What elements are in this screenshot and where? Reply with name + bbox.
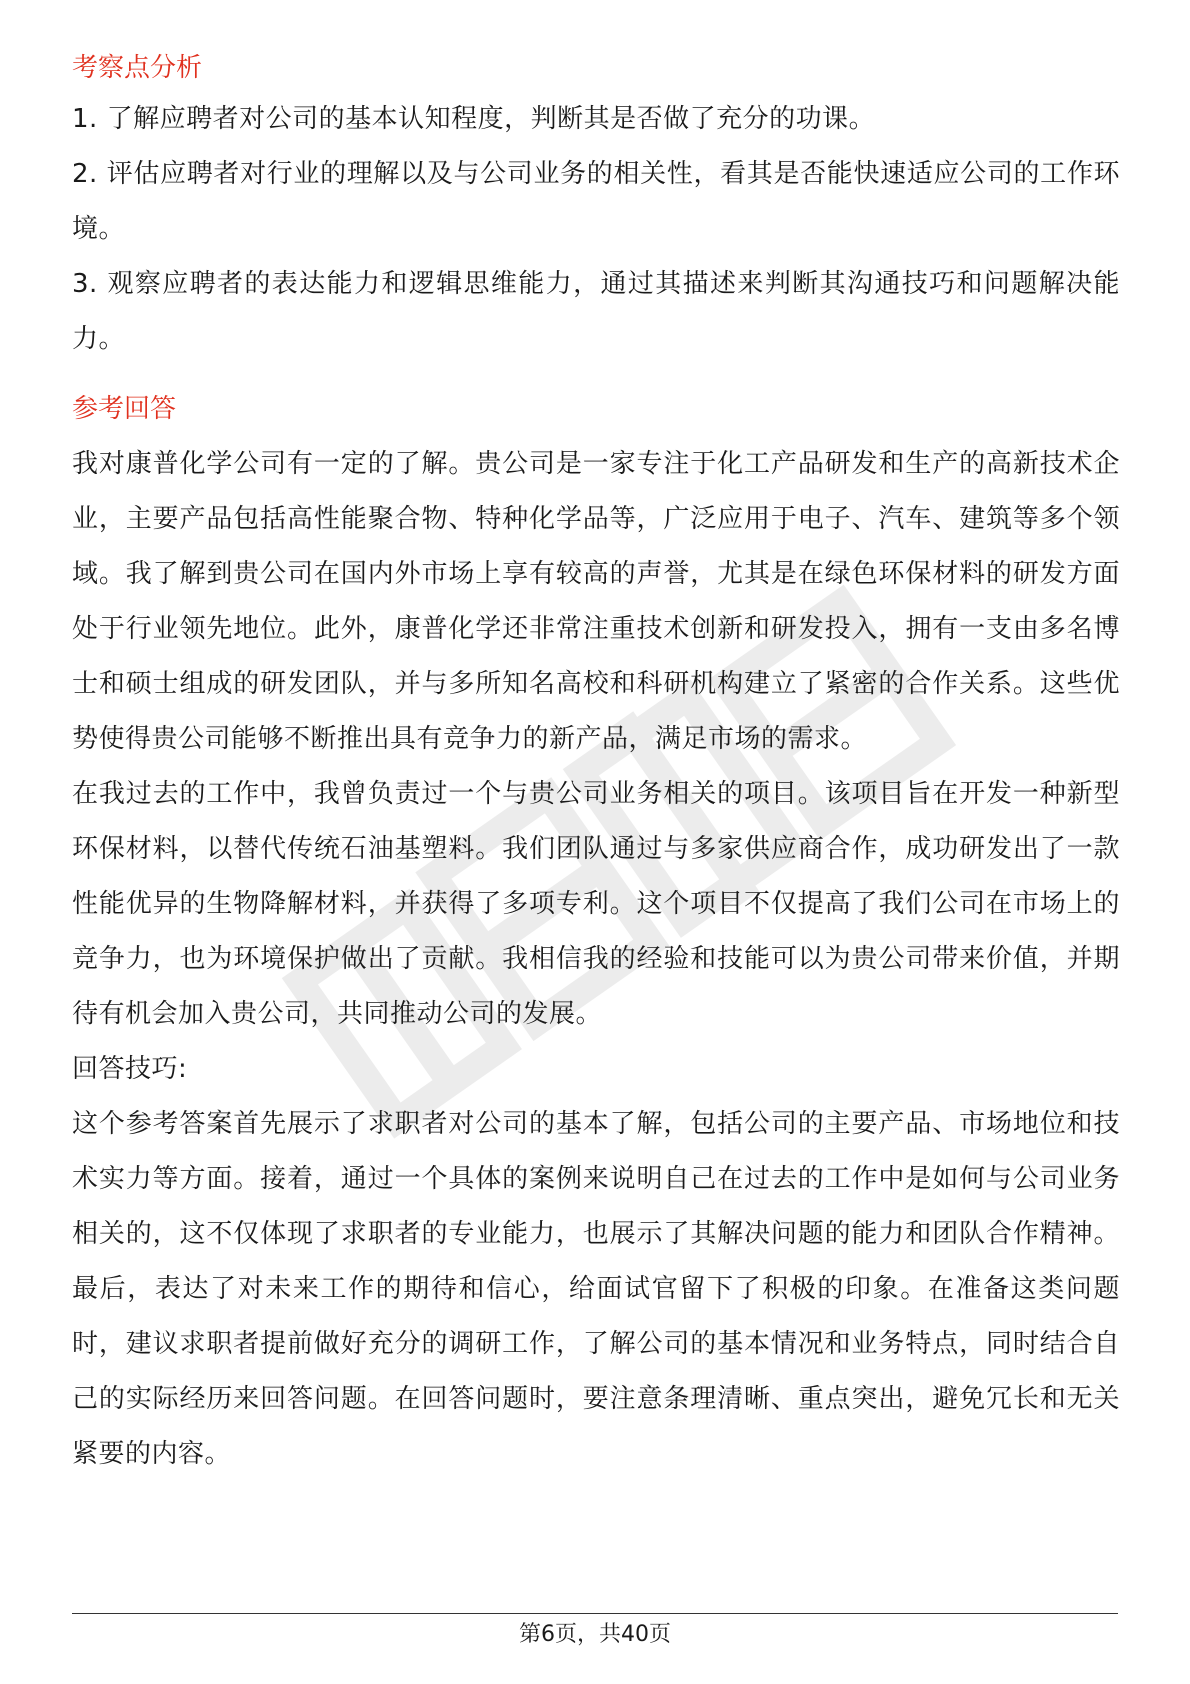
footer-divider <box>72 1613 1118 1614</box>
answer-paragraph: 我对康普化学公司有一定的了解。贵公司是一家专注于化工产品研发和生产的高新技术企业，主要产品包括高性能聚合物、特种化学品等，广泛应用于电子、汽车、建筑等多个领域。我了解到贵公司在国内外市场上享有较高的声誉，尤其是在绿色环保材料的研发方面处于行业领先地位。此外，康普化学还非常注重技术创新和研发投入，拥有一支由多名博士和硕士组成的研发团队，并与多所知名高校和科研机构建立了紧密的合作关系。这些优势使得贵公司能够不断推出具有竞争力的新产品，满足市场的需求。 <box>72 449 1120 754</box>
tips-heading: 回答技巧: <box>72 1054 188 1084</box>
section-title-reference-answer: 参考回答 <box>72 394 177 424</box>
section-title-analysis: 考察点分析 <box>72 53 203 83</box>
analysis-item: 2. 评估应聘者对行业的理解以及与公司业务的相关性，看其是否能快速适应公司的工作环境。 <box>72 159 1120 244</box>
analysis-item: 3. 观察应聘者的表达能力和逻辑思维能力，通过其描述来判断其沟通技巧和问题解决能力。 <box>72 269 1120 354</box>
analysis-item: 1. 了解应聘者对公司的基本认知程度，判断其是否做了充分的功课。 <box>72 104 876 134</box>
document-body <box>72 48 1120 1482</box>
tips-paragraph: 这个参考答案首先展示了求职者对公司的基本了解，包括公司的主要产品、市场地位和技术实力等方面。接着，通过一个具体的案例来说明自己在过去的工作中是如何与公司业务相关的，这不仅体现了求职者的专业能力，也展示了其解决问题的能力和团队合作精神。最后，表达了对未来工作的期待和信心，给面试官留下了积极的印象。在准备这类问题时，建议求职者提前做好充分的调研工作，了解公司的基本情况和业务特点，同时结合自己的实际经历来回答问题。在回答问题时，要注意条理清晰、重点突出，避免冗长和无关紧要的内容。 <box>72 1109 1120 1469</box>
answer-paragraph: 在我过去的工作中，我曾负责过一个与贵公司业务相关的项目。该项目旨在开发一种新型环保材料，以替代传统石油基塑料。我们团队通过与多家供应商合作，成功研发出了一款性能优异的生物降解材料，并获得了多项专利。这个项目不仅提高了我们公司在市场上的竞争力，也为环境保护做出了贡献。我相信我的经验和技能可以为贵公司带来价值，并期待有机会加入贵公司，共同推动公司的发展。 <box>72 779 1120 1029</box>
page-number: 第6页，共40页 <box>519 1622 671 1647</box>
